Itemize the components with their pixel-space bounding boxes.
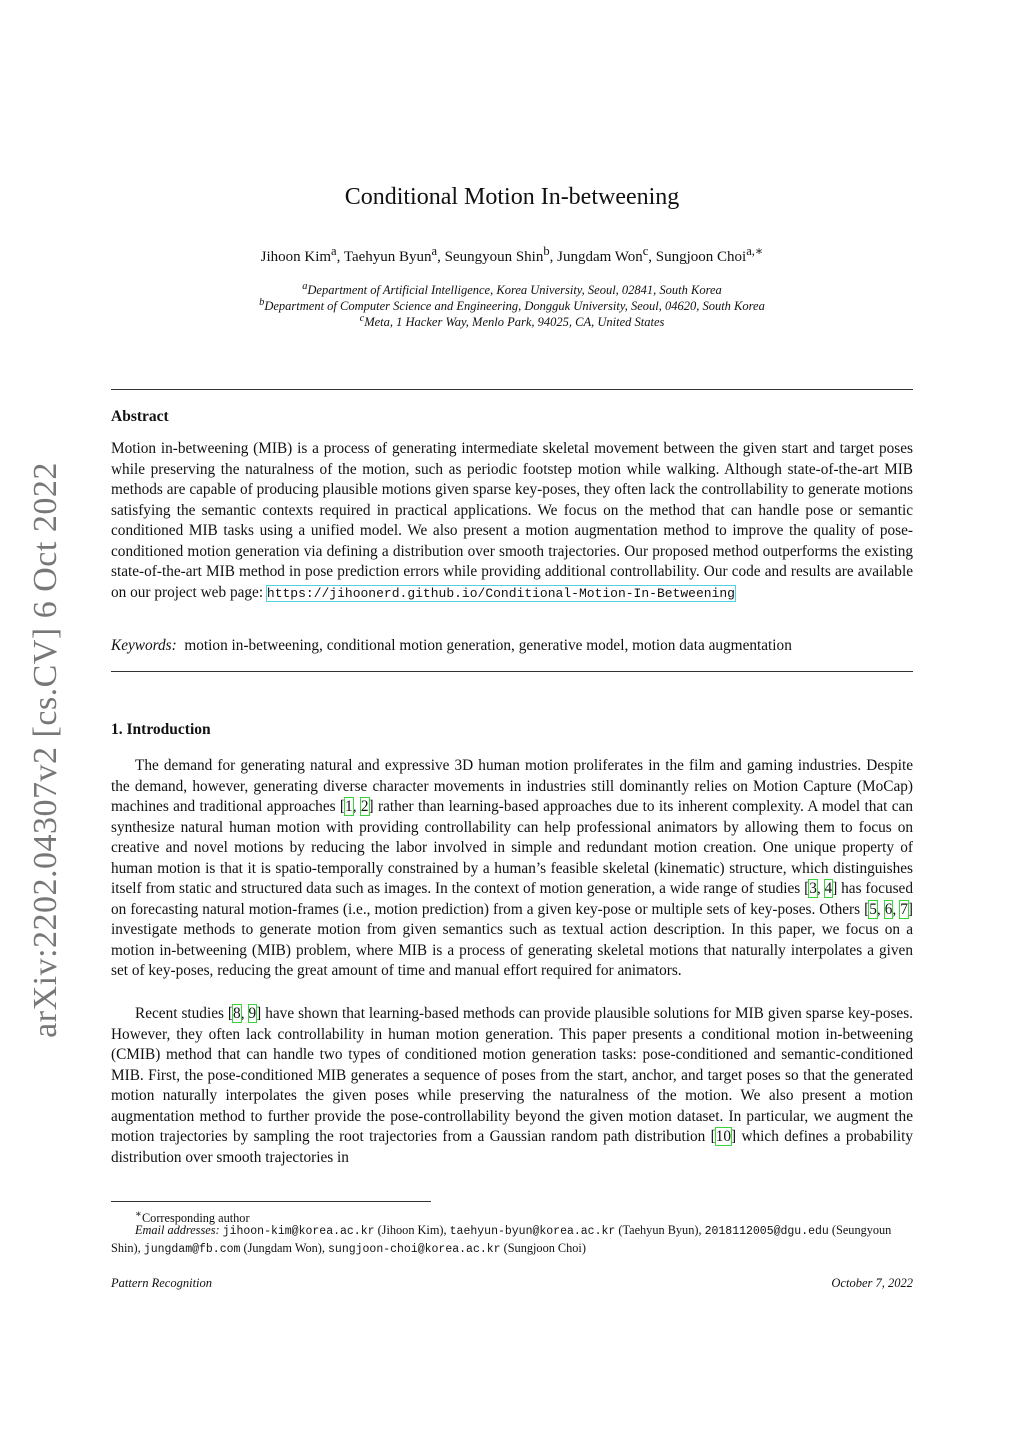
- affiliation-a: $^a$Department of Artificial Intelligence, Korea University, Seoul, 02841, South Korea: [302, 281, 722, 298]
- author-affiliation-mark: c: [642, 244, 649, 258]
- arxiv-stamp: arXiv:2202.04307v2 [cs.CV] 6 Oct 2022: [27, 462, 64, 1038]
- affiliation-c: $^c$Meta, 1 Hacker Way, Menlo Park, 94025, CA, United States: [359, 313, 665, 330]
- abstract-top-rule: [111, 389, 913, 390]
- author-affiliation-mark: a: [331, 244, 337, 258]
- citation-link[interactable]: 4: [824, 880, 833, 897]
- citation-link[interactable]: 8: [233, 1005, 241, 1022]
- author-name: Jihoon Kim: [260, 249, 332, 265]
- footnote-rule: [111, 1201, 431, 1202]
- citation-link[interactable]: 7: [900, 900, 908, 918]
- author-affiliation-mark: a: [431, 244, 438, 258]
- email-address[interactable]: sungjoon-choi@korea.ac.kr: [328, 1243, 501, 1256]
- journal-name: Pattern Recognition: [111, 1276, 213, 1290]
- citation-link[interactable]: 6: [884, 900, 893, 918]
- intro-heading: 1. Introduction: [111, 721, 211, 738]
- email-owner: (Taehyun Byun),: [615, 1223, 705, 1237]
- footnote-emails: [111, 1222, 913, 1258]
- paper-title: Conditional Motion In-betweening: [344, 184, 680, 210]
- intro-paragraph-2: Recent studies [8, 9] have shown that learning-based methods can provide plausible solutions for MIB given sparse key-poses. However, they often lack controllability in human motion generation. This paper presents a conditional motion in-betweening (CMIB) method that can handle two types of conditioned motion generation tasks: pose-conditioned and semantic-conditioned MIB. First, the pose-conditioned MIB generates a sequence of poses from the start, anchor, and target poses so that the generated motion naturally interpolates the given poses while preserving the naturalness of the motion. We also present a motion augmentation method to further provide the pose-controllability beyond the given motion dataset. In particular, we augment the motion trajectories by sampling the root trajectories from a Gaussian random path distribution [10] which defines a probability distribution over smooth trajectories in: [111, 1005, 913, 1166]
- keywords: Keywords: motion in-betweening, conditional motion generation, generative model, motion data augmentation: [111, 637, 792, 654]
- author-name: Sungjoon Choi: [655, 249, 747, 265]
- affiliation-b: $^b$Department of Computer Science and Engineering, Dongguk University, Seoul, 04620, South Korea: [259, 297, 765, 314]
- author-affiliation-mark: b: [543, 244, 550, 258]
- author-name: Seungyoun Shin: [444, 249, 544, 265]
- intro-paragraph-1: The demand for generating natural and expressive 3D human motion proliferates in the film and gaming industries. Despite the demand, however, generating diverse character movements in industries still dominantly relies on Motion Capture (MoCap) machines and traditional approaches [1, 2] rather than learning-based approaches due to its inherent complexity. A model that can synthesize natural human motion with providing controllability can help professional animators by allowing them to focus on creative and novel motions by reducing the labor involved in simple and redundant motion creation. One unique property of human motion is that it is spatio-temporally constrained by a human’s feasible skeletal (kinematic) structure, which distinguishes itself from static and structured data such as images. In the context of motion generation, a wide range of studies [3, 4] has focused on forecasting natural motion-frames (i.e., motion prediction) from a given key-pose or multiple sets of key-poses. Others [5, 6, 7] investigate methods to generate motion from given semantics such as textual action description. In this paper, we focus on a motion in-betweening (MIB) problem, where MIB is a process of generating skeletal motions that naturally interpolates a given set of key-poses, reducing the great amount of time and manual effort required for animators.: [111, 757, 914, 979]
- email-owner: (Jungdam Won),: [240, 1241, 329, 1255]
- citation-link[interactable]: 1: [345, 798, 353, 815]
- author-name: Taehyun Byun: [343, 249, 432, 265]
- email-address[interactable]: 2018112005@dgu.edu: [704, 1225, 829, 1238]
- email-owner: (Sungjoon Choi): [500, 1241, 586, 1255]
- citation-link[interactable]: 5: [869, 900, 877, 918]
- author-list: Jihoon Kim$^a$, Taehyun Byun$^a$, Seungyoun Shin$^b$, Jungdam Won$^c$, Sungjoon Choi$^{a,∗}$: [260, 244, 764, 265]
- footnote-corresponding: ∗Corresponding author: [135, 1209, 250, 1226]
- email-address[interactable]: taehyun-byun@korea.ac.kr: [449, 1225, 616, 1238]
- email-label: Email addresses:: [135, 1223, 220, 1237]
- abstract-heading: Abstract: [111, 408, 169, 425]
- citation-link[interactable]: 2: [360, 798, 369, 815]
- author-name: Jungdam Won: [557, 249, 643, 265]
- abstract-body: Motion in-betweening (MIB) is a process of generating intermediate skeletal movement between the given start and target poses while preserving the naturalness of the motion, such as periodic footstep motion while walking. Although state-of-the-art MIB methods are capable of producing plausible motions given sparse key-poses, they often lack the controllability to generate motions satisfying the semantic contexts required in practical applications. We focus on the method that can handle pose or semantic conditioned MIB tasks using a unified model. We also present a motion augmentation method to improve the quality of pose-conditioned motion generation via defining a distribution over smooth trajectories. Our proposed method outperforms the existing state-of-the-art MIB method in pose prediction errors while providing additional controllability. Our code and results are available on our project web page: https://jihoonerd.github.io/Conditional-Motion-In-Betweening: [111, 440, 913, 601]
- footer-date: October 7, 2022: [831, 1276, 913, 1290]
- email-owner: (Jihoon Kim),: [374, 1223, 450, 1237]
- email-address[interactable]: jihoon-kim@korea.ac.kr: [222, 1225, 375, 1238]
- email-address[interactable]: jungdam@fb.com: [143, 1243, 241, 1256]
- citation-link[interactable]: 9: [248, 1005, 257, 1022]
- citation-link[interactable]: 3: [809, 880, 817, 897]
- project-url-link[interactable]: https://jihoonerd.github.io/Conditional-Motion-In-Betweening: [266, 585, 735, 601]
- citation-link[interactable]: 10: [715, 1128, 732, 1145]
- abstract-bottom-rule: [111, 671, 913, 672]
- email-owner: (Seungyoun Shin),: [111, 1223, 892, 1255]
- author-affiliation-mark: a,∗: [746, 244, 764, 258]
